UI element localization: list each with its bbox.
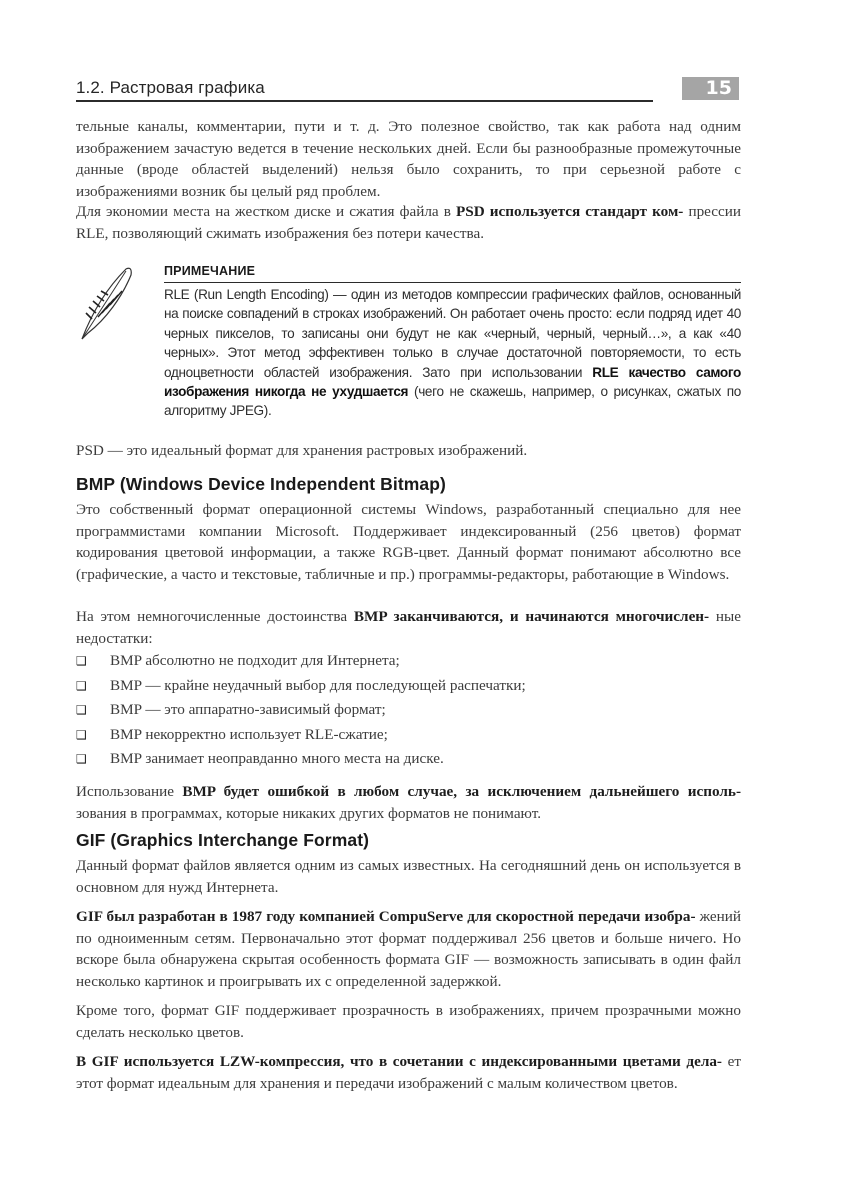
paragraph-continuation: тельные каналы, комментарии, пути и т. д. Это полезное свойство, так как работа над одним изображением зачастую ведется в течение нескольких дней. Если бы разнообразные промежуточные данные (вроде областей выделений) нельзя было сохранить, то при серьезной работе с изображениями возник бы целый ряд проблем. xyxy=(76,118,741,200)
text-run-bold: CompuServe xyxy=(378,908,464,925)
list-item xyxy=(76,748,741,773)
feather-icon xyxy=(76,263,134,343)
text-run: На этом немногочисленные достоинства xyxy=(76,608,354,625)
text-run: RLE (Run Length Encoding) — один из методов компрессии графических файлов, основанный на поиске совпадений в строках изображений. Он работает очень просто: если подряд идет 40 черных пикселов, то записаны они будут не как «черный, черный, черный…», а как «40 черных». Этот метод эффективен только в случае достаточной повторяемости, то есть одноцветности областей изображения. Зато при использовании xyxy=(164,287,741,380)
text-run-bold: -компрессия, что в сочетании с индексированными цветами дела- xyxy=(254,1053,722,1070)
text-run-bold: PSD xyxy=(455,203,485,220)
text-run-bold: для скоростной передачи изобра- xyxy=(463,908,696,925)
list-item-text: BMP некорректно использует RLE-сжатие; xyxy=(110,725,388,743)
note-box xyxy=(76,263,741,433)
text-run-bold: будет ошибкой в любом случае, за исключением дальнейшего исполь- xyxy=(215,783,741,800)
text-run-bold: используется xyxy=(118,1053,220,1070)
text-run: ет этот формат идеальным для хранения и передачи изображений с малым количеством цветов. xyxy=(76,1053,741,1092)
list-item xyxy=(76,699,741,724)
running-header xyxy=(76,74,653,102)
paragraph-gif-compression xyxy=(76,1051,741,1094)
heading-gif: GIF (Graphics Interchange Format) xyxy=(76,830,370,850)
note-heading-rule xyxy=(164,263,741,283)
list-item-text: BMP — крайне неудачный выбор для последующей распечатки; xyxy=(110,676,526,694)
text-run: ные недостатки: xyxy=(76,608,741,647)
list-item xyxy=(76,650,741,675)
text-run-bold: используется стандарт ком- xyxy=(484,203,684,220)
text-run: зования в программах, которые никаких других форматов не понимают. xyxy=(76,804,541,822)
text-run: (чего не скажешь, например, о рисунках, сжатых по алгоритму JPEG). xyxy=(164,384,741,419)
checkbox-bullet-icon: ❑ xyxy=(76,678,87,693)
paragraph-psd-summary: PSD — это идеальный формат для хранения растровых изображений. xyxy=(76,442,528,459)
text-run: Использование xyxy=(76,783,183,800)
checkbox-bullet-icon: ❑ xyxy=(76,727,87,742)
paragraph-bmp-intro: Это собственный формат операционной системы Windows, разработанный специально для нее программистами компании Microsoft. Поддерживает индексированный (256 цветов) формат кодирования цветовой информации, а также RGB-цвет. Данный формат понимают абсолютно все (графические, а часто и текстовые, табличные и пр.) программы-редакторы, работающие в Windows. xyxy=(76,501,741,583)
list-item xyxy=(76,675,741,700)
text-run: жений по одноименным сетям. Первоначально этот формат поддерживал 256 цветов и больше ничего. Но вскоре была обнаружена скрытая особенность формата GIF — возможность записывать в один файл несколько картинок и проигрывать их с определенной задержкой. xyxy=(76,908,742,990)
text-run-bold: качество самого изображения никогда не ухудшается xyxy=(164,364,741,400)
paragraph-gif-intro: Данный формат файлов является одним из самых известных. На сегодняшний день он используется в основном для нужд Интернета. xyxy=(76,857,741,896)
section-title: 1.2. Растровая графика xyxy=(76,78,265,97)
paragraph-gif-history xyxy=(76,906,741,992)
list-item-text: BMP занимает неоправданно много места на диске. xyxy=(110,750,444,767)
page-number-badge: 15 xyxy=(682,77,739,100)
text-run-bold: BMP xyxy=(353,608,387,625)
checkbox-bullet-icon: ❑ xyxy=(76,752,87,766)
checkbox-bullet-icon: ❑ xyxy=(76,654,87,668)
text-run: Для экономии места на жестком диске и сжатия файла в xyxy=(76,203,456,220)
text-run-bold: В xyxy=(76,1053,92,1070)
heading-bmp: BMP (Windows Device Independent Bitmap) xyxy=(76,474,446,494)
list-item xyxy=(76,724,741,749)
list-item-text: BMP абсолютно не подходит для Интернета; xyxy=(110,652,400,669)
note-text xyxy=(164,285,741,421)
note-label: ПРИМЕЧАНИЕ xyxy=(164,264,258,278)
bmp-drawbacks-list xyxy=(76,650,741,773)
list-item-text: BMP — это аппаратно-зависимый формат; xyxy=(110,701,386,718)
paragraph-psd-compression xyxy=(76,201,741,244)
text-run-bold: GIF xyxy=(76,908,103,925)
text-run-bold: был разработан в 1987 году компанией xyxy=(102,908,379,925)
text-run: прессии RLE, позволяющий сжимать изображения без потери качества. xyxy=(76,203,742,242)
text-run-bold: RLE xyxy=(592,364,619,380)
paragraph-bmp-drawbacks xyxy=(76,606,741,649)
text-run-bold: BMP xyxy=(182,783,216,800)
paragraph-gif-transparency: Кроме того, формат GIF поддерживает прозрачность в изображениях, причем прозрачными можно сделать несколько цветов. xyxy=(76,1002,741,1041)
checkbox-bullet-icon: ❑ xyxy=(76,703,87,717)
text-run-bold: заканчиваются, и начинаются многочислен- xyxy=(386,608,710,625)
text-run-bold: GIF xyxy=(91,1053,119,1070)
text-run-bold: LZW xyxy=(219,1053,255,1070)
paragraph-bmp-usage xyxy=(76,781,741,824)
